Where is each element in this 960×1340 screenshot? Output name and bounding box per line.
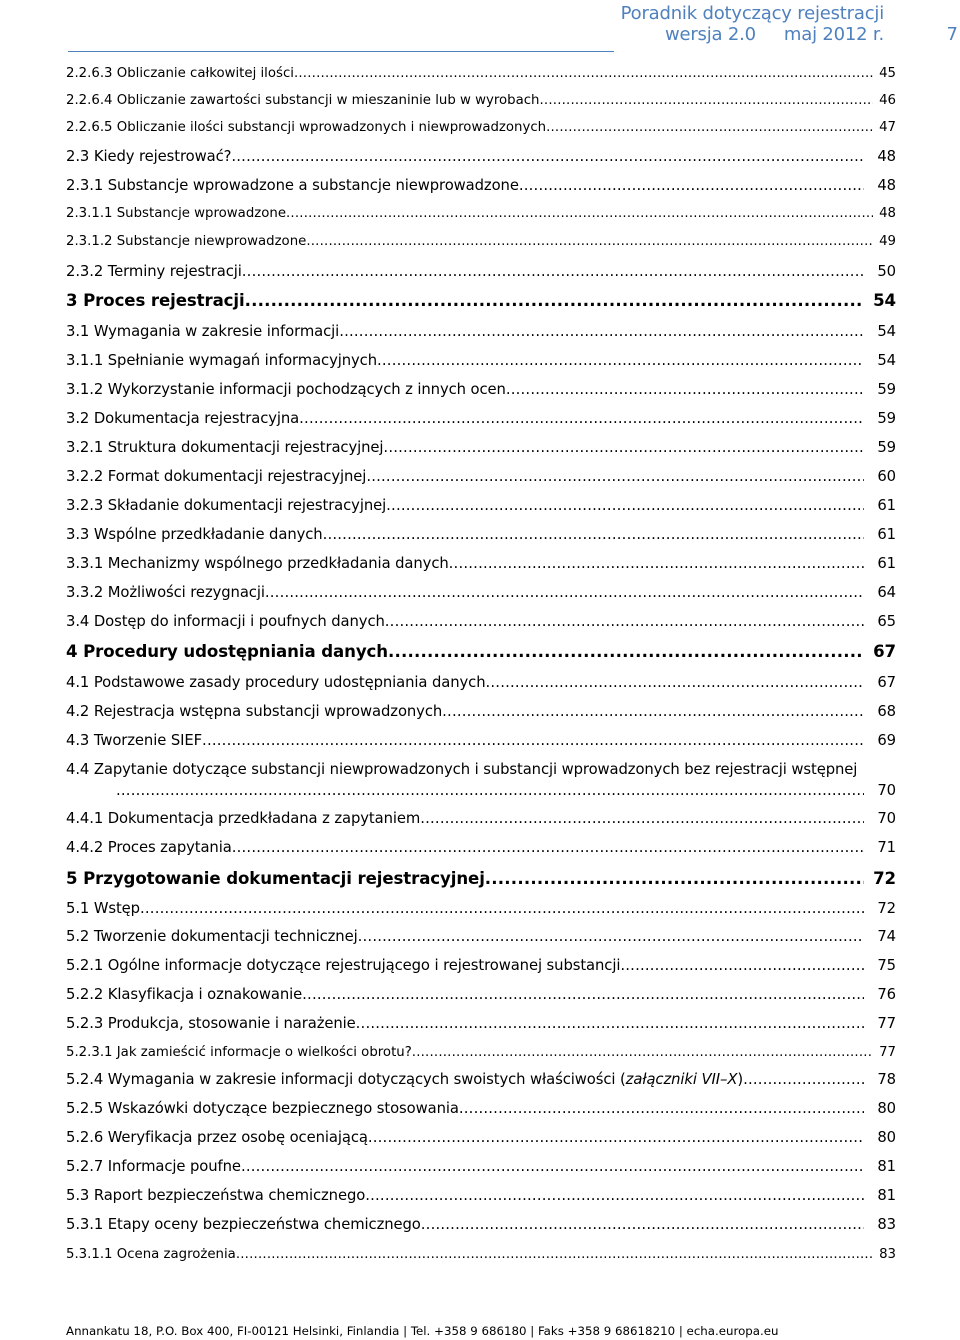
document-date: maj 2012 r. xyxy=(783,24,884,45)
toc-entry-page: 46 xyxy=(879,93,896,108)
toc-leader-dots xyxy=(286,206,873,221)
toc-leader-dots xyxy=(506,381,864,398)
toc-entry-page: 54 xyxy=(873,291,896,310)
toc-entry-title: 3 Proces rejestracji xyxy=(66,291,245,310)
toc-entry-title: 3.4 Dostęp do informacji i poufnych danych xyxy=(66,613,385,630)
toc-entry[interactable] xyxy=(66,810,896,827)
toc-leader-dots xyxy=(294,66,873,81)
toc-entry-title: 4.4.1 Dokumentacja przedkładana z zapytaniem xyxy=(66,810,421,827)
toc-entry-page: 69 xyxy=(877,732,896,749)
toc-leader-dots xyxy=(140,900,864,917)
document-version: wersja 2.0 xyxy=(664,24,756,45)
toc-entry[interactable] xyxy=(66,900,896,917)
toc-leader-dots xyxy=(539,93,873,108)
toc-entry-title: 4.4.2 Proces zapytania xyxy=(66,839,232,856)
toc-entry-page: 54 xyxy=(877,323,896,340)
toc-entry[interactable] xyxy=(66,1129,896,1146)
toc-entry-page: 59 xyxy=(877,439,896,456)
toc-entry-title: 3.2 Dokumentacja rejestracyjna xyxy=(66,410,300,427)
toc-entry-title: 5.2.4 Wymagania w zakresie informacji dotyczących swoistych właściwości (załączniki VII–X) xyxy=(66,1071,744,1088)
toc-entry-page: 67 xyxy=(873,642,896,661)
toc-entry-title: 4.1 Podstawowe zasady procedury udostępniania danych xyxy=(66,674,486,691)
toc-entry-page: 80 xyxy=(877,1129,896,1146)
toc-entry-title: 3.3 Wspólne przedkładanie danych xyxy=(66,526,323,543)
toc-leader-dots xyxy=(449,555,864,572)
toc-entry-title: 5.2.6 Weryfikacja przez osobę oceniającą xyxy=(66,1129,368,1146)
toc-entry[interactable] xyxy=(66,839,896,856)
toc-leader-dots xyxy=(242,263,864,280)
toc-entry-page: 64 xyxy=(877,584,896,601)
toc-entry-page: 45 xyxy=(879,66,896,81)
toc-leader-dots xyxy=(368,1129,864,1146)
toc-entry[interactable] xyxy=(66,1187,896,1204)
toc-entry-page: 54 xyxy=(877,352,896,369)
toc-entry-title: 5.3.1 Etapy oceny bezpieczeństwa chemicznego xyxy=(66,1216,421,1233)
toc-entry[interactable] xyxy=(66,1071,896,1088)
toc-entry[interactable] xyxy=(66,234,896,249)
toc-leader-dots xyxy=(245,291,864,310)
toc-entry-page: 75 xyxy=(877,957,896,974)
toc-entry-page: 72 xyxy=(873,869,896,888)
document-version-line xyxy=(665,24,884,45)
toc-leader-dots xyxy=(365,1187,864,1204)
toc-entry[interactable] xyxy=(66,1216,896,1233)
toc-entry[interactable] xyxy=(66,555,896,572)
toc-entry-page: 47 xyxy=(879,120,896,135)
toc-entry[interactable] xyxy=(66,526,896,543)
toc-entry-title: 3.2.3 Składanie dokumentacji rejestracyjnej xyxy=(66,497,387,514)
toc-entry-title: 3.1.1 Spełnianie wymagań informacyjnych xyxy=(66,352,377,369)
toc-entry-title: 4.4 Zapytanie dotyczące substancji niewprowadzonych i substancji wprowadzonych bez rejestracji wstępnej xyxy=(66,761,858,778)
page-number: 7 xyxy=(946,24,958,45)
toc-entry-page: 60 xyxy=(877,468,896,485)
toc-entry-page: 81 xyxy=(877,1187,896,1204)
toc-entry[interactable] xyxy=(66,1015,896,1032)
toc-leader-dots xyxy=(442,703,864,720)
toc-entry-title: 5.2.5 Wskazówki dotyczące bezpiecznego stosowania xyxy=(66,1100,459,1117)
toc-entry-title: 5.2 Tworzenie dokumentacji technicznej xyxy=(66,928,358,945)
toc-entry[interactable] xyxy=(66,957,896,974)
toc-entry[interactable] xyxy=(66,323,896,340)
toc-entry[interactable] xyxy=(66,410,896,427)
toc-leader-dots xyxy=(459,1100,864,1117)
toc-leader-dots xyxy=(358,928,864,945)
toc-entry-title: 2.2.6.4 Obliczanie zawartości substancji w mieszaninie lub w wyrobach xyxy=(66,93,540,108)
toc-entry[interactable] xyxy=(66,986,896,1003)
toc-entry-title: 4.2 Rejestracja wstępna substancji wprowadzonych xyxy=(66,703,443,720)
toc-entry-page: 77 xyxy=(879,1045,896,1060)
toc-leader-dots xyxy=(546,120,873,135)
toc-entry-title-suffix: ) xyxy=(737,1071,744,1088)
toc-entry-page: 67 xyxy=(877,674,896,691)
toc-entry[interactable] xyxy=(66,291,896,310)
toc-entry[interactable] xyxy=(66,584,896,601)
toc-entry-title: 3.3.1 Mechanizmy wspólnego przedkładania danych xyxy=(66,555,449,572)
toc-leader-dots xyxy=(241,1158,864,1175)
toc-entry[interactable] xyxy=(66,642,896,661)
toc-entry-page: 72 xyxy=(877,900,896,917)
toc-entry[interactable] xyxy=(66,613,896,630)
toc-entry-page: 78 xyxy=(877,1071,896,1088)
toc-entry-page: 68 xyxy=(877,703,896,720)
toc-entry-page: 83 xyxy=(879,1247,896,1262)
toc-leader-dots xyxy=(420,810,864,827)
toc-entry-page: 74 xyxy=(877,928,896,945)
toc-entry[interactable] xyxy=(66,206,896,221)
toc-leader-dots xyxy=(202,732,864,749)
toc-entry-title: 2.2.6.3 Obliczanie całkowitej ilości xyxy=(66,66,294,81)
toc-entry[interactable] xyxy=(66,732,896,749)
toc-entry-page: 83 xyxy=(877,1216,896,1233)
toc-entry-page: 70 xyxy=(877,810,896,827)
toc-entry-title: 5.2.3 Produkcja, stosowanie i narażenie xyxy=(66,1015,356,1032)
toc-entry-title: 3.1 Wymagania w zakresie informacji xyxy=(66,323,340,340)
toc-leader-dots xyxy=(236,1247,873,1262)
toc-entry-title: 5.2.3.1 Jak zamieścić informacje o wielkości obrotu? xyxy=(66,1045,412,1060)
toc-entry-page: 48 xyxy=(877,177,896,194)
toc-entry-page: 70 xyxy=(877,782,896,799)
toc-entry-title: 5.2.2 Klasyfikacja i oznakowanie xyxy=(66,986,303,1003)
toc-leader-dots xyxy=(486,674,865,691)
toc-entry[interactable] xyxy=(66,497,896,514)
toc-entry-title: 3.3.2 Możliwości rezygnacji xyxy=(66,584,265,601)
toc-entry-title: 5.3.1.1 Ocena zagrożenia xyxy=(66,1247,236,1262)
toc-entry-page: 48 xyxy=(879,206,896,221)
toc-entry-page: 80 xyxy=(877,1100,896,1117)
toc-entry-title-italic: załączniki VII–X xyxy=(625,1071,738,1088)
toc-leader-dots xyxy=(383,439,864,456)
toc-entry[interactable] xyxy=(66,674,896,691)
toc-leader-dots xyxy=(366,468,864,485)
toc-entry-page: 61 xyxy=(877,526,896,543)
toc-entry[interactable] xyxy=(66,1100,896,1117)
document-title: Poradnik dotyczący rejestracji xyxy=(620,3,884,24)
toc-leader-dots xyxy=(323,526,864,543)
toc-entry-title: 2.2.6.5 Obliczanie ilości substancji wprowadzonych i niewprowadzonych xyxy=(66,120,547,135)
page-footer: Annankatu 18, P.O. Box 400, FI-00121 Helsinki, Finlandia | Tel. +358 9 686180 | Faks +358 9 68618210 | echa.europa.eu xyxy=(66,1324,779,1338)
toc-leader-dots xyxy=(299,410,864,427)
toc-entry[interactable] xyxy=(66,148,896,165)
toc-entry-title: 5.1 Wstęp xyxy=(66,900,140,917)
toc-leader-dots xyxy=(116,782,864,799)
toc-leader-dots xyxy=(386,497,864,514)
toc-leader-dots xyxy=(388,642,864,661)
toc-entry-page: 65 xyxy=(877,613,896,630)
toc-entry[interactable] xyxy=(66,1045,896,1060)
toc-entry-page: 48 xyxy=(877,148,896,165)
toc-entry-title: 5 Przygotowanie dokumentacji rejestracyjnej xyxy=(66,869,485,888)
toc-entry-page: 59 xyxy=(877,410,896,427)
toc-entry-title: 5.2.7 Informacje poufne xyxy=(66,1158,241,1175)
toc-entry-page: 81 xyxy=(877,1158,896,1175)
toc-entry-page: 61 xyxy=(877,497,896,514)
toc-entry[interactable] xyxy=(66,177,896,194)
toc-entry-title: 2.3.2 Terminy rejestracji xyxy=(66,263,242,280)
toc-entry[interactable] xyxy=(66,439,896,456)
toc-entry[interactable] xyxy=(66,869,896,888)
toc-leader-dots xyxy=(232,839,864,856)
toc-leader-dots xyxy=(519,177,864,194)
toc-entry-page: 71 xyxy=(877,839,896,856)
toc-entry[interactable] xyxy=(66,120,896,135)
toc-leader-dots xyxy=(265,584,864,601)
toc-entry-title: 2.3.1.2 Substancje niewprowadzone xyxy=(66,234,307,249)
toc-entry-page: 59 xyxy=(877,381,896,398)
toc-entry[interactable] xyxy=(66,1247,896,1262)
toc-entry-title: 5.3 Raport bezpieczeństwa chemicznego xyxy=(66,1187,366,1204)
toc-leader-dots xyxy=(356,1015,864,1032)
toc-leader-dots xyxy=(743,1071,864,1088)
toc-leader-dots xyxy=(485,869,864,888)
toc-entry-title: 3.2.1 Struktura dokumentacji rejestracyjnej xyxy=(66,439,384,456)
toc-leader-dots xyxy=(412,1045,873,1060)
toc-entry-page: 76 xyxy=(877,986,896,1003)
toc-entry[interactable] xyxy=(66,93,896,108)
toc-entry-title: 2.3.1.1 Substancje wprowadzone xyxy=(66,206,286,221)
toc-entry[interactable] xyxy=(66,263,896,280)
toc-entry-title: 4.3 Tworzenie SIEF xyxy=(66,732,203,749)
toc-entry[interactable] xyxy=(66,66,896,81)
toc-entry[interactable] xyxy=(66,761,896,799)
toc-entry-title: 5.2.1 Ogólne informacje dotyczące rejestrującego i rejestrowanej substancji xyxy=(66,957,621,974)
toc-leader-dots xyxy=(302,986,864,1003)
toc-leader-dots xyxy=(306,234,873,249)
toc-entry-title: 2.3.1 Substancje wprowadzone a substancje niewprowadzone xyxy=(66,177,519,194)
toc-entry[interactable] xyxy=(66,928,896,945)
toc-entry[interactable] xyxy=(66,352,896,369)
toc-entry[interactable] xyxy=(66,1158,896,1175)
toc-entry-page: 49 xyxy=(879,234,896,249)
toc-entry-page: 77 xyxy=(877,1015,896,1032)
header-rule xyxy=(68,51,614,52)
toc-leader-dots xyxy=(377,352,864,369)
toc-entry-title: 3.1.2 Wykorzystanie informacji pochodzących z innych ocen xyxy=(66,381,506,398)
toc-entry[interactable] xyxy=(66,468,896,485)
toc-leader-dots xyxy=(620,957,864,974)
toc-entry-title: 3.2.2 Format dokumentacji rejestracyjnej xyxy=(66,468,367,485)
toc-entry-title: 2.3 Kiedy rejestrować? xyxy=(66,148,232,165)
toc-leader-dots xyxy=(231,148,864,165)
toc-entry-page: 61 xyxy=(877,555,896,572)
toc-leader-dots xyxy=(421,1216,864,1233)
toc-leader-dots xyxy=(339,323,864,340)
page-header xyxy=(0,0,960,56)
toc-entry-title: 4 Procedury udostępniania danych xyxy=(66,642,388,661)
toc-entry[interactable] xyxy=(66,703,896,720)
toc-leader-dots xyxy=(385,613,864,630)
toc-entry[interactable] xyxy=(66,381,896,398)
toc-entry-page: 50 xyxy=(877,263,896,280)
